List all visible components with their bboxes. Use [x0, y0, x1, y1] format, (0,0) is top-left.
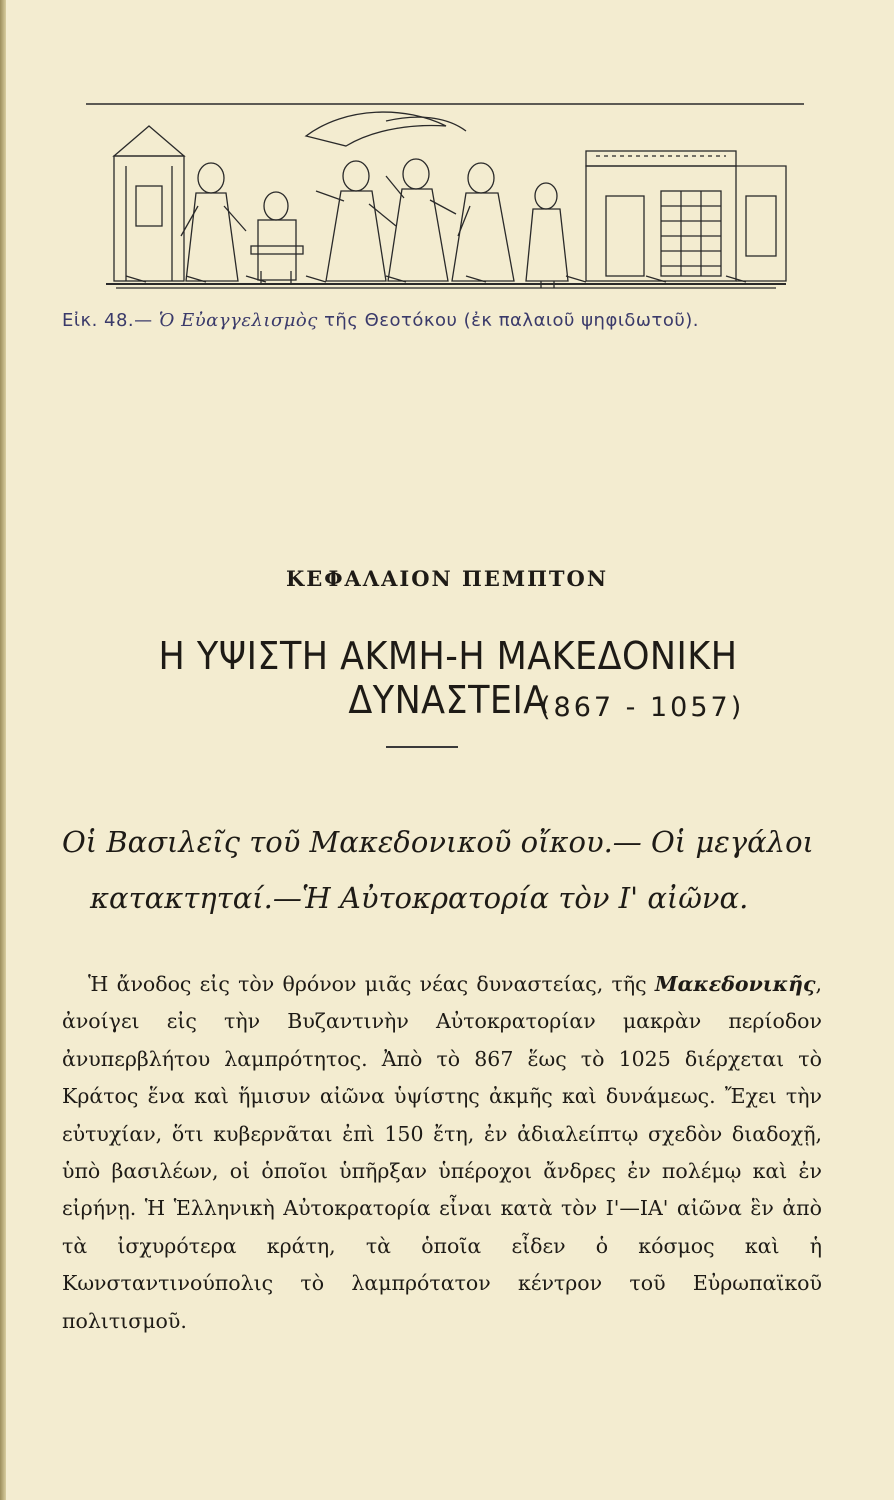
page-binding-edge — [0, 0, 6, 1500]
chapter-years: (867 - 1057) — [540, 692, 745, 723]
caption-suffix: τῆς Θεοτόκου (ἐκ παλαιοῦ ψηφιδωτοῦ). — [317, 310, 700, 331]
figure-caption — [62, 310, 822, 331]
chapter-title: Η ΥΨΙΣΤΗ ΑΚΜΗ-Η ΜΑΚΕΔΟΝΙΚΗ ΔΥΝΑΣΤΕΙΑ — [158, 634, 738, 722]
caption-prefix: Εἰκ. 48.— — [62, 310, 159, 331]
divider-rule — [386, 746, 458, 748]
body-part-1: Ἡ ἄνοδος εἰς τὸν θρόνον μιᾶς νέας δυναστείας, τῆς — [88, 972, 655, 996]
subtitle-line-1: Οἱ Βασιλεῖς τοῦ Μακεδονικοῦ οἴκου.— Οἱ μεγάλοι — [62, 825, 814, 859]
body-part-2: , ἀνοίγει εἰς τὴν Βυζαντινὴν Αὐτοκρατορίαν μακρὰν περίοδον ἀνυπερβλήτου λαμπρότητος. Ἀπὸ τὸ 867 ἕως τὸ 1025 διέρχεται τὸ Κράτος ἕνα καὶ ἥμισυν αἰῶνα ὑψίστης ἀκμῆς καὶ δυνάμεως. Ἔχει τὴν εὐτυχίαν, ὅτι κυβερνᾶται ἐπὶ 150 ἔτη, ἐν ἀδιαλείπτῳ σχεδὸν διαδοχῇ, ὑπὸ βασιλέων, οἱ ὁποῖοι ὑπῆρξαν ὑπέροχοι ἄνδρες ἐν πολέμῳ καὶ ἐν εἰρήνῃ. Ἡ Ἑλληνικὴ Αὐτοκρατορία εἶναι κατὰ τὸν Ι'—ΙΑ' αἰῶνα ἓν ἀπὸ τὰ ἰσχυρότερα κράτη, τὰ ὁποῖα εἶδεν ὁ κόσμος καὶ ἡ Κωνσταντινούπολις τὸ λαμπρότατον κέντρον τοῦ Εὐρωπαϊκοῦ πολιτισμοῦ. — [62, 972, 822, 1333]
body-emphasis: Μακεδονικῆς — [654, 972, 816, 996]
caption-italic: Ὁ Εὐαγγελισμὸς — [158, 310, 318, 331]
chapter-label: ΚΕΦΑΛΑΙΟΝ ΠΕΜΠΤΟΝ — [285, 566, 609, 591]
chapter-subtitle — [62, 814, 832, 926]
annunciation-mosaic-illustration — [86, 96, 804, 296]
body-paragraph — [62, 966, 822, 1340]
subtitle-line-2: κατακτηταί.—Ἡ Αὐτοκρατορία τὸν Ι' αἰῶνα. — [90, 881, 749, 915]
